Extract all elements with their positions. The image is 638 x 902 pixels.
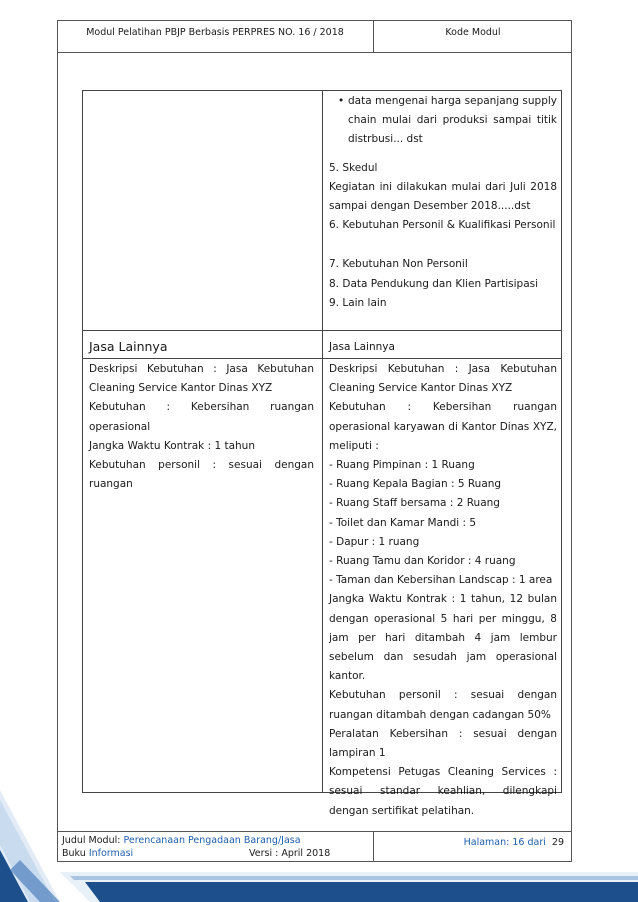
- list-item: - Ruang Tamu dan Koridor : 4 ruang: [329, 555, 516, 568]
- list-item: Kebutuhan personil : sesuai dengan ruangan: [89, 459, 314, 491]
- footer-book-line: [62, 847, 133, 860]
- list-item: - Dapur : 1 ruang: [329, 535, 420, 548]
- judul-label: Judul Modul:: [62, 835, 121, 846]
- left-content-cell: [89, 360, 314, 494]
- list-item: Deskripsi Kebutuhan : Jasa Kebutuhan Cleaning Service Kantor Dinas XYZ: [329, 363, 557, 395]
- list-item: Jangka Waktu Kontrak : 1 tahun, 12 bulan dengan operasional 5 hari per minggu, 8 jam per hari ditambah 4 jam lembur sebelum dan sesudah jam operasional kantor.: [329, 593, 557, 683]
- list-item: 6. Kebutuhan Personil & Kualifikasi Personil: [329, 219, 556, 232]
- list-item: 8. Data Pendukung dan Klien Partisipasi: [329, 277, 539, 290]
- list-item: Deskripsi Kebutuhan : Jasa Kebutuhan Cleaning Service Kantor Dinas XYZ: [89, 363, 314, 395]
- list-item: 7. Kebutuhan Non Personil: [329, 258, 468, 271]
- column-divider: [322, 91, 323, 792]
- module-code: Kode Modul: [445, 27, 501, 38]
- section-title-left: Jasa Lainnya: [89, 339, 168, 354]
- list-item: - Ruang Pimpinan : 1 Ruang: [329, 459, 475, 472]
- module-title: Modul Pelatihan PBJP Berbasis PERPRES NO. 16 / 2018: [57, 20, 374, 52]
- bullet-text: data mengenai harga sepanjang supply chain mulai dari produksi sampai titik distrbusi... dst: [348, 95, 557, 146]
- list-item: - Ruang Kepala Bagian : 5 Ruang: [329, 478, 502, 491]
- page-header: [57, 20, 572, 53]
- row-divider: [83, 330, 561, 331]
- right-content-cell: [329, 360, 557, 821]
- buku-value: Informasi: [88, 848, 134, 859]
- buku-label: Buku: [62, 848, 86, 859]
- section-title-right: Jasa Lainnya: [329, 341, 395, 353]
- page-footer: [57, 831, 572, 862]
- judul-value: Perencanaan Pengadaan Barang/Jasa: [123, 835, 301, 846]
- list-item: Kompetensi Petugas Cleaning Services : sesuai standar keahlian, dilengkapi dengan sertifikat pelatihan.: [329, 766, 557, 817]
- bullet-icon: •: [338, 95, 345, 107]
- list-item: - Toilet dan Kamar Mandi : 5: [329, 516, 477, 529]
- list-item: Jangka Waktu Kontrak : 1 tahun: [89, 439, 255, 452]
- list-item: - Ruang Staff bersama : 2 Ruang: [329, 497, 500, 510]
- requirements-table: [82, 90, 562, 817]
- list-item: Kegiatan ini dilakukan mulai dari Juli 2018 sampai dengan Desember 2018.....dst: [329, 180, 557, 213]
- list-item: - Taman dan Kebersihan Landscap : 1 area: [329, 574, 553, 587]
- list-item: 5. Skedul: [329, 161, 378, 174]
- page-label: Halaman: 16 dari: [463, 837, 546, 848]
- list-item: 9. Lain lain: [329, 296, 387, 309]
- bullet-item: [329, 92, 557, 150]
- row-divider: [83, 358, 561, 359]
- list-item: Peralatan Kebersihan : sesuai dengan lampiran 1: [329, 727, 557, 760]
- page-number: [374, 832, 572, 862]
- footer-module-info: [57, 832, 374, 862]
- list-item: Kebutuhan : Kebersihan ruangan operasional karyawan di Kantor Dinas XYZ, meliputi :: [329, 401, 557, 452]
- version-text: Versi : April 2018: [249, 848, 331, 859]
- footer-title-line: [62, 834, 301, 847]
- list-item: Kebutuhan : Kebersihan ruangan operasional: [89, 401, 314, 433]
- page-total: 29: [551, 837, 564, 848]
- list-item: Kebutuhan personil : sesuai dengan ruangan ditambah dengan cadangan 50%: [329, 689, 557, 721]
- top-row-cell: [329, 92, 557, 313]
